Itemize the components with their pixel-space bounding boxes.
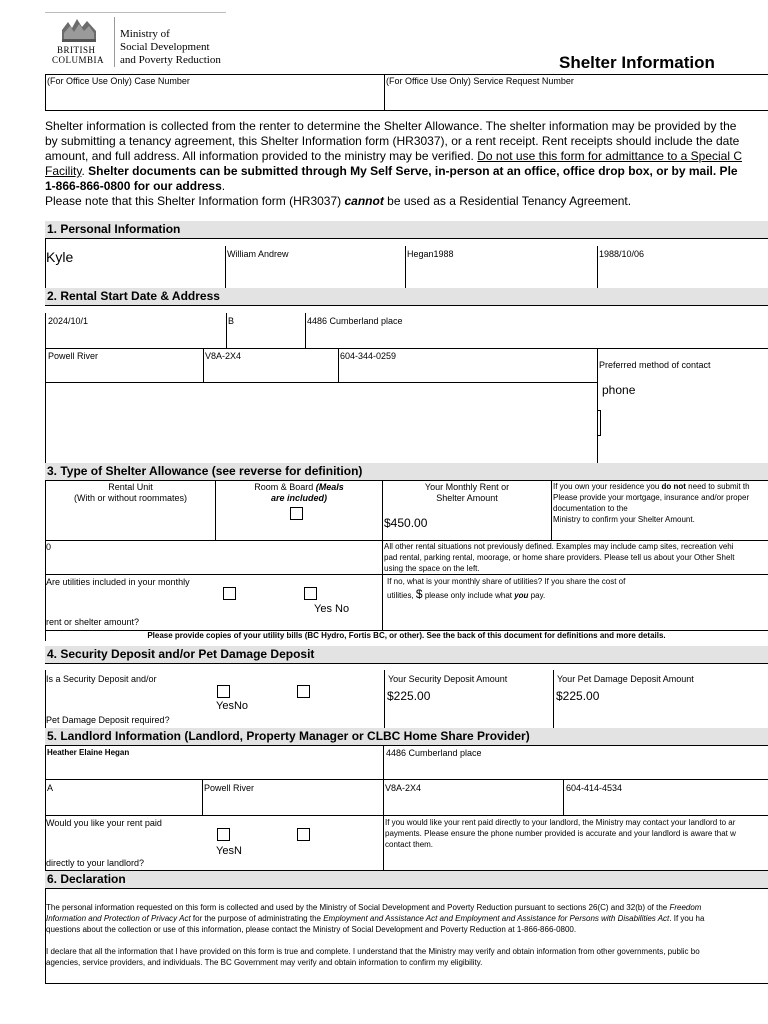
section-shelter-allowance: 3. Type of Shelter Allowance (see reverse for definition) bbox=[45, 463, 768, 480]
utilities-yes-no-label: Yes No bbox=[314, 603, 350, 615]
monthly-rent-field[interactable]: $450.00 bbox=[384, 516, 428, 530]
own-residence-note: If you own your residence you do not need to submit th Please provide your mortgage, insurance and/or proper documentation to the Ministry to confirm your Shelter Amount. bbox=[553, 482, 750, 524]
landlord-unit-field[interactable]: A bbox=[47, 783, 54, 793]
utilities-question: Are utilities included in your monthly bbox=[46, 577, 190, 587]
divider bbox=[45, 745, 46, 870]
street-address-field[interactable]: 4486 Cumberland place bbox=[307, 316, 403, 326]
landlord-city-field[interactable]: Powell River bbox=[204, 783, 255, 793]
ministry-line-2: Social Development bbox=[120, 41, 210, 53]
deposit-yes-no-label: YesNo bbox=[216, 700, 249, 712]
other-shelter-note: All other rental situations not previously defined. Examples may include camp sites, recreation vehi pad rental, parking rental, moorage, or home share providers. Please tell us about your Other Shelt using the space on the left. bbox=[384, 542, 735, 573]
direct-pay-question: Would you like your rent paid bbox=[46, 818, 162, 828]
additional-address-area[interactable] bbox=[46, 383, 596, 462]
deposit-no-checkbox[interactable] bbox=[297, 685, 310, 698]
middle-name-field[interactable]: William Andrew bbox=[227, 249, 289, 259]
section-landlord-information: 5. Landlord Information (Landlord, Property Manager or CLBC Home Share Provider) bbox=[45, 728, 768, 745]
utility-bills-note: Please provide copies of your utility bills (BC Hydro, Fortis BC, or other). See the back of this document for definitions and more details. bbox=[147, 631, 666, 640]
room-board-label: Room & Board (Meals are included) bbox=[254, 482, 344, 503]
divider bbox=[597, 348, 598, 463]
divider bbox=[45, 815, 768, 816]
divider bbox=[384, 670, 385, 728]
section-declaration: 6. Declaration bbox=[45, 871, 768, 888]
divider bbox=[225, 246, 226, 288]
utilities-no-checkbox[interactable] bbox=[304, 587, 317, 600]
direct-pay-no-checkbox[interactable] bbox=[297, 828, 310, 841]
intro-text bbox=[45, 119, 768, 209]
security-deposit-field[interactable]: $225.00 bbox=[387, 689, 431, 703]
unit-number-field[interactable]: B bbox=[228, 316, 235, 326]
section-personal-information: 1. Personal Information bbox=[45, 221, 768, 238]
service-request-label: (For Office Use Only) Service Request Number bbox=[386, 76, 574, 86]
utilities-yes-checkbox[interactable] bbox=[223, 587, 236, 600]
utilities-share-note: If no, what is your monthly share of utilities? If you share the cost of utilities, $ please only include what you pay. bbox=[387, 577, 626, 601]
divider bbox=[45, 110, 768, 111]
divider bbox=[45, 888, 768, 889]
postal-code-field[interactable]: V8A-2X4 bbox=[205, 351, 242, 361]
phone-number: 1-866-866-0800 for our address bbox=[45, 179, 222, 193]
last-name-field[interactable]: Hegan1988 bbox=[407, 249, 454, 259]
divider bbox=[45, 779, 768, 780]
intro-line: Shelter information is collected from the renter to determine the Shelter Allowance. The shelter information may be provided by the bbox=[45, 119, 737, 133]
section-rental-start: 2. Rental Start Date & Address bbox=[45, 288, 768, 305]
special-care-note: Do not use this form for admittance to a Special C bbox=[477, 149, 743, 163]
divider bbox=[226, 313, 227, 348]
page-title: Shelter Information bbox=[559, 53, 715, 72]
case-number-field[interactable] bbox=[46, 88, 383, 109]
privacy-statement: The personal information requested on this form is collected and used by the Ministry of Social Development and Poverty Reduction pursuant to sections 26(C) and 32(b) of the Freedom Information and Protection of Privacy Act for the purpose of administrating the Employment and Assistance Act and Employment and Assistance for Persons with Disabilities Act. If you ha questions about the collection or use of this information, please contact the Ministry of Social Development and Poverty Reduction at 1-866-866-0800. bbox=[46, 903, 705, 934]
divider bbox=[338, 348, 339, 382]
logo-divider bbox=[114, 17, 115, 67]
divider bbox=[45, 348, 768, 349]
intro-line: Facility. Shelter documents can be submitted through My Self Serve, in-person at an office, office drop box, or by mail. Ple bbox=[45, 164, 738, 178]
pet-deposit-label: Your Pet Damage Deposit Amount bbox=[557, 674, 694, 684]
text-cursor bbox=[600, 410, 601, 435]
bc-logo-icon bbox=[60, 16, 98, 44]
divider bbox=[45, 574, 768, 575]
logo-text-columbia: COLUMBIA bbox=[52, 55, 105, 65]
pet-deposit-field[interactable]: $225.00 bbox=[556, 689, 600, 703]
divider bbox=[405, 246, 406, 288]
contact-method-field[interactable]: phone bbox=[602, 383, 636, 397]
contact-method-label: Preferred method of contact bbox=[599, 360, 711, 370]
intro-line: by submitting a tenancy agreement, this Shelter Information form (HR3037), or a rent receipt. Rent receipts should include the date bbox=[45, 134, 740, 148]
divider bbox=[45, 74, 768, 75]
divider bbox=[305, 313, 306, 348]
submission-note: Shelter documents can be submitted through My Self Serve, in-person at an office, office drop box, or by mail. Ple bbox=[88, 164, 738, 178]
direct-pay-yes-no-label: YesN bbox=[216, 845, 242, 857]
other-shelter-field[interactable]: 0 bbox=[46, 542, 52, 552]
divider bbox=[553, 670, 554, 728]
divider bbox=[563, 779, 564, 815]
case-number-label: (For Office Use Only) Case Number bbox=[47, 76, 190, 86]
deposit-yes-checkbox[interactable] bbox=[217, 685, 230, 698]
security-deposit-label: Your Security Deposit Amount bbox=[388, 674, 508, 684]
divider bbox=[45, 745, 768, 746]
logo-block bbox=[45, 12, 226, 71]
text-cursor bbox=[598, 435, 601, 436]
divider bbox=[203, 348, 204, 382]
first-name-field[interactable]: Kyle bbox=[46, 249, 74, 265]
logo-text-british: BRITISH bbox=[57, 45, 96, 55]
divider bbox=[551, 480, 552, 540]
city-field[interactable]: Powell River bbox=[48, 351, 99, 361]
intro-line: amount, and full address. All information provided to the ministry may be verified. Do not use this form for admittance to a Special C bbox=[45, 149, 743, 163]
intro-line: 1-866-866-0800 for our address. bbox=[45, 179, 226, 193]
direct-pay-note: If you would like your rent paid directly to your landlord, the Ministry may contact your landlord to ar payments. Please ensure the phone number provided is accurate and your landlord is aware that w contact them. bbox=[385, 818, 736, 849]
rental-unit-label: Rental Unit (With or without roommates) bbox=[73, 482, 188, 503]
divider bbox=[45, 238, 768, 239]
divider bbox=[597, 246, 598, 288]
deposit-question: Is a Security Deposit and/or bbox=[46, 674, 157, 684]
monthly-rent-label: Your Monthly Rent or Shelter Amount bbox=[424, 482, 510, 503]
service-request-field[interactable] bbox=[385, 88, 768, 109]
direct-pay-yes-checkbox[interactable] bbox=[217, 828, 230, 841]
birth-date-field[interactable]: 1988/10/06 bbox=[599, 249, 645, 259]
divider bbox=[45, 663, 768, 664]
text-cursor bbox=[598, 410, 601, 411]
landlord-street-field[interactable]: 4486 Cumberland place bbox=[386, 748, 482, 758]
divider bbox=[202, 779, 203, 815]
divider bbox=[45, 983, 768, 984]
ministry-line-3: and Poverty Reduction bbox=[120, 54, 221, 66]
divider bbox=[45, 305, 768, 306]
landlord-postal-field[interactable]: V8A-2X4 bbox=[385, 783, 422, 793]
direct-pay-question-2: directly to your landlord? bbox=[46, 858, 145, 868]
phone-field[interactable]: 604-344-0259 bbox=[340, 351, 397, 361]
landlord-phone-field[interactable]: 604-414-4534 bbox=[566, 783, 623, 793]
deposit-question-2: Pet Damage Deposit required? bbox=[46, 715, 170, 725]
ministry-line-1: Ministry of bbox=[120, 28, 170, 40]
rental-start-date-field[interactable]: 2024/10/1 bbox=[48, 316, 89, 326]
intro-line: Please note that this Shelter Information form (HR3037) cannot be used as a Residential Tenancy Agreement. bbox=[45, 194, 632, 208]
declaration-statement: I declare that all the information that I have provided on this form is true and complete. I understand that the Ministry may verify and obtain information from other governments, public bo agencies, service providers, and individuals. The BC Government may verify and obtain information to confirm my eligibility. bbox=[46, 947, 700, 967]
landlord-name-field[interactable]: Heather Elaine Hegan bbox=[47, 748, 130, 757]
divider bbox=[383, 745, 384, 870]
utilities-question-2: rent or shelter amount? bbox=[46, 617, 140, 627]
section-security-deposit: 4. Security Deposit and/or Pet Damage Deposit bbox=[45, 646, 768, 663]
room-board-checkbox[interactable] bbox=[290, 507, 303, 520]
